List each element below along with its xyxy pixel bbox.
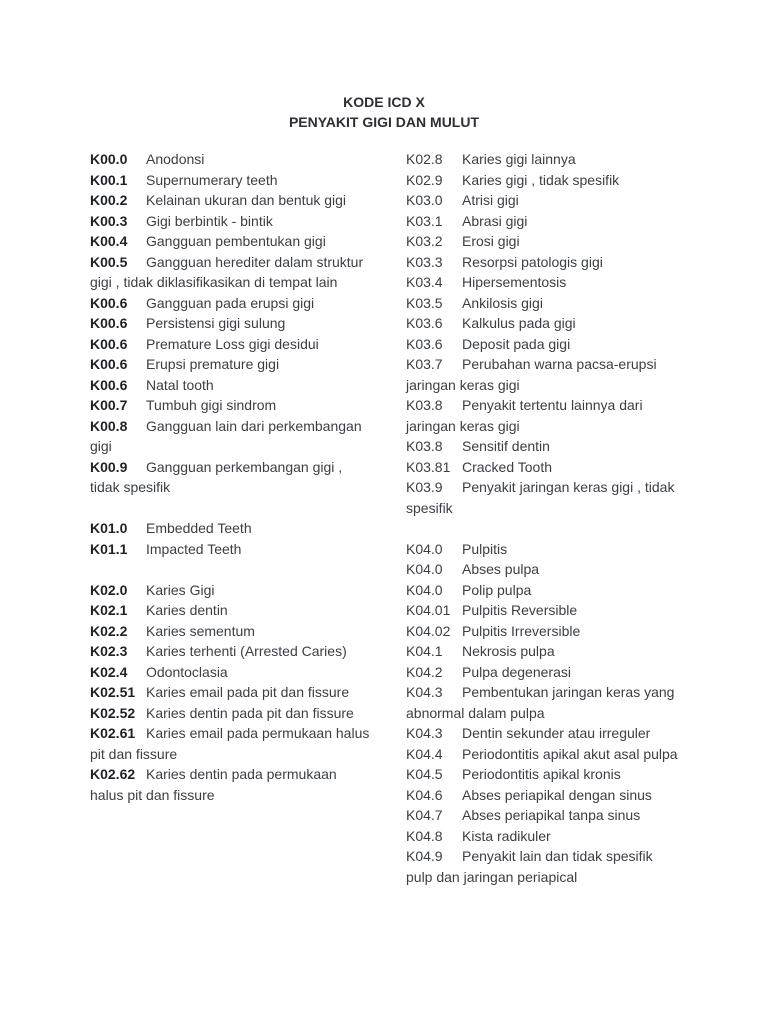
icd-description: Atrisi gigi [462,192,519,208]
icd-description: Deposit pada gigi [462,335,571,352]
icd-description: Anodonsi [146,151,205,167]
icd-entry [90,662,370,683]
icd-code: K04.3 [406,684,443,700]
icd-description: Sensitif dentin [462,438,550,454]
icd-description: Hipersementosis [462,274,567,290]
icd-description: Premature Loss gigi desidui [146,335,319,352]
icd-description: Tumbuh gigi sindrom [146,397,277,413]
icd-description: Gangguan herediter dalam struktur gigi , tidak diklasifikasikan di tempat lain [90,253,364,290]
icd-code: K02.3 [90,643,128,659]
icd-entry [90,457,370,498]
icd-code: K00.0 [90,151,128,167]
icd-description: Abses pulpa [462,561,540,577]
icd-entry [406,477,681,518]
icd-entry [406,580,681,601]
icd-description: Gigi berbintik - bintik [146,212,273,229]
icd-entry [406,190,681,211]
icd-description: Penyakit lain dan tidak spesifik pulp dan jaringan periapical [406,848,653,885]
icd-entry [406,764,681,785]
icd-code: K04.3 [406,725,443,741]
icd-code: K02.8 [406,151,443,167]
icd-code: K00.9 [90,458,128,475]
icd-code: K03.6 [406,335,443,352]
icd-entry [406,539,681,560]
icd-entry [406,846,681,887]
icd-code: K04.1 [406,643,443,659]
icd-description: Kista radikuler [462,827,551,844]
icd-description: Polip pulpa [462,581,532,598]
icd-entry [90,190,370,211]
icd-entry [90,703,370,724]
icd-code: K04.4 [406,745,443,762]
icd-code: K00.2 [90,192,128,208]
icd-description: Gangguan pada erupsi gigi [146,294,315,311]
icd-entry [90,682,370,703]
icd-description: Embedded Teeth [146,520,252,536]
icd-entry [406,149,681,170]
icd-description: Karies sementum [146,622,255,639]
icd-entry [406,272,681,293]
icd-code: K04.01 [406,602,451,618]
icd-code: K00.6 [90,356,128,372]
icd-code: K00.1 [90,171,128,188]
icd-entry [406,293,681,314]
icd-code: K03.7 [406,356,443,372]
icd-description: Erupsi premature gigi [146,356,280,372]
icd-description: Karies dentin [146,602,228,618]
icd-code: K04.0 [406,561,443,577]
icd-description: Pembentukan jaringan keras yang abnormal dalam pulpa [406,684,675,721]
icd-entry [90,313,370,334]
icd-entry [406,744,681,765]
icd-code: K02.1 [90,602,128,618]
icd-entry [406,641,681,662]
icd-code: K02.2 [90,622,128,639]
icd-code: K00.6 [90,335,128,352]
icd-entry [90,723,370,764]
icd-code: K00.4 [90,233,128,249]
icd-description: Karies terhenti (Arrested Caries) [146,643,347,659]
icd-code: K04.8 [406,827,443,844]
icd-code: K00.3 [90,212,128,229]
icd-code: K03.0 [406,192,443,208]
icd-description: Periodontitis apikal kronis [462,766,621,782]
icd-code: K01.0 [90,520,128,536]
icd-description: Pulpitis Irreversible [462,622,581,639]
icd-entry [406,621,681,642]
icd-code: K00.7 [90,397,128,413]
icd-entry [90,231,370,252]
icd-entry [406,600,681,621]
icd-description: Odontoclasia [146,663,228,680]
icd-code: K02.4 [90,663,128,680]
icd-description: Karies gigi lainnya [462,151,576,167]
icd-code: K04.2 [406,663,443,680]
icd-code: K03.8 [406,438,443,454]
icd-entry [90,518,370,539]
icd-code: K00.6 [90,376,128,393]
icd-description: Pulpa degenerasi [462,663,571,680]
icd-description: Nekrosis pulpa [462,643,555,659]
icd-description: Supernumerary teeth [146,171,278,188]
icd-code: K04.5 [406,766,443,782]
icd-description: Kelainan ukuran dan bentuk gigi [146,192,347,208]
document-subtitle: PENYAKIT GIGI DAN MULUT [288,114,480,130]
icd-code: K03.8 [406,397,443,413]
icd-code: K03.5 [406,294,443,311]
icd-entry [90,149,370,170]
icd-description: Dentin sekunder atau irreguler [462,725,651,741]
icd-description: Kalkulus pada gigi [462,315,576,331]
icd-entry [90,580,370,601]
icd-entry [406,662,681,683]
icd-entry [90,375,370,396]
icd-description: Periodontitis apikal akut asal pulpa [462,745,678,762]
icd-entry [406,559,681,580]
icd-description: Karies dentin pada pit dan fissure [146,704,354,721]
icd-description: Resorpsi patologis gigi [462,253,603,270]
icd-description: Penyakit tertentu lainnya dari jaringan keras gigi [406,397,643,434]
icd-description: Penyakit jaringan keras gigi , tidak spesifik [406,479,675,516]
icd-entry [90,354,370,375]
icd-entry [406,313,681,334]
icd-code: K00.6 [90,315,128,331]
icd-entry [90,416,370,457]
icd-code: K02.62 [90,766,136,782]
icd-code: K04.7 [406,807,443,823]
icd-description: Karies gigi , tidak spesifik [462,171,620,188]
icd-description: Karies Gigi [146,581,215,598]
icd-entry [406,334,681,355]
icd-entry [406,436,681,457]
icd-description: Natal tooth [146,376,214,393]
icd-code: K03.1 [406,212,443,229]
icd-description: Pulpitis [462,540,508,557]
icd-description: Abses periapikal tanpa sinus [462,807,641,823]
icd-description: Abrasi gigi [462,212,528,229]
icd-description: Cracked Tooth [462,458,553,475]
icd-entry [406,395,681,436]
icd-code: K03.81 [406,458,451,475]
icd-entry [90,170,370,191]
icd-entry [406,723,681,744]
icd-code: K03.2 [406,233,443,249]
icd-description: Karies email pada pit dan fissure [146,684,350,700]
icd-entry [406,805,681,826]
icd-entry [90,621,370,642]
icd-code: K02.0 [90,581,128,598]
icd-code: K03.4 [406,274,443,290]
icd-code: K02.61 [90,725,136,741]
icd-description: Ankilosis gigi [462,294,543,311]
icd-description: Perubahan warna pacsa-erupsi jaringan keras gigi [406,356,657,393]
section-gap [90,559,370,580]
icd-entry [406,170,681,191]
icd-code: K00.5 [90,253,128,270]
icd-entry [90,641,370,662]
document-title: KODE ICD X [343,94,425,110]
icd-entry [90,600,370,621]
icd-description: Persistensi gigi sulung [146,315,286,331]
title-block [0,92,768,132]
icd-description: Karies dentin pada permukaan halus pit dan fissure [90,766,337,803]
icd-entry [90,211,370,232]
icd-code: K02.52 [90,704,136,721]
icd-description: Gangguan lain dari perkembangan gigi [90,417,362,454]
icd-code: K02.51 [90,684,136,700]
icd-description: Gangguan perkembangan gigi , tidak spesifik [90,458,343,495]
icd-entry [406,826,681,847]
icd-entry [90,539,370,560]
icd-entry [406,211,681,232]
icd-code: K02.9 [406,171,443,188]
icd-code: K03.6 [406,315,443,331]
icd-entry [406,354,681,395]
icd-code: K04.0 [406,540,443,557]
icd-code: K03.3 [406,253,443,270]
icd-code: K04.6 [406,786,443,803]
icd-code: K01.1 [90,540,128,557]
icd-description: Impacted Teeth [146,540,242,557]
icd-code: K00.8 [90,417,128,434]
icd-description: Pulpitis Reversible [462,602,578,618]
icd-entry [90,293,370,314]
icd-code: K04.0 [406,581,443,598]
icd-entry [90,252,370,293]
right-code-column [406,149,681,887]
icd-code: K00.6 [90,294,128,311]
icd-entry [90,395,370,416]
icd-entry [90,764,370,805]
section-gap [406,518,681,539]
left-code-column [90,149,370,805]
icd-description: Karies email pada permukaan halus pit dan fissure [90,725,370,762]
icd-entry [406,252,681,273]
icd-entry [406,231,681,252]
icd-code: K03.9 [406,479,443,495]
icd-entry [406,457,681,478]
icd-description: Erosi gigi [462,233,520,249]
section-gap [90,498,370,519]
icd-entry [406,682,681,723]
icd-description: Gangguan pembentukan gigi [146,233,326,249]
icd-description: Abses periapikal dengan sinus [462,786,652,803]
icd-entry [90,334,370,355]
icd-code: K04.9 [406,848,443,864]
icd-code: K04.02 [406,622,451,639]
icd-entry [406,785,681,806]
